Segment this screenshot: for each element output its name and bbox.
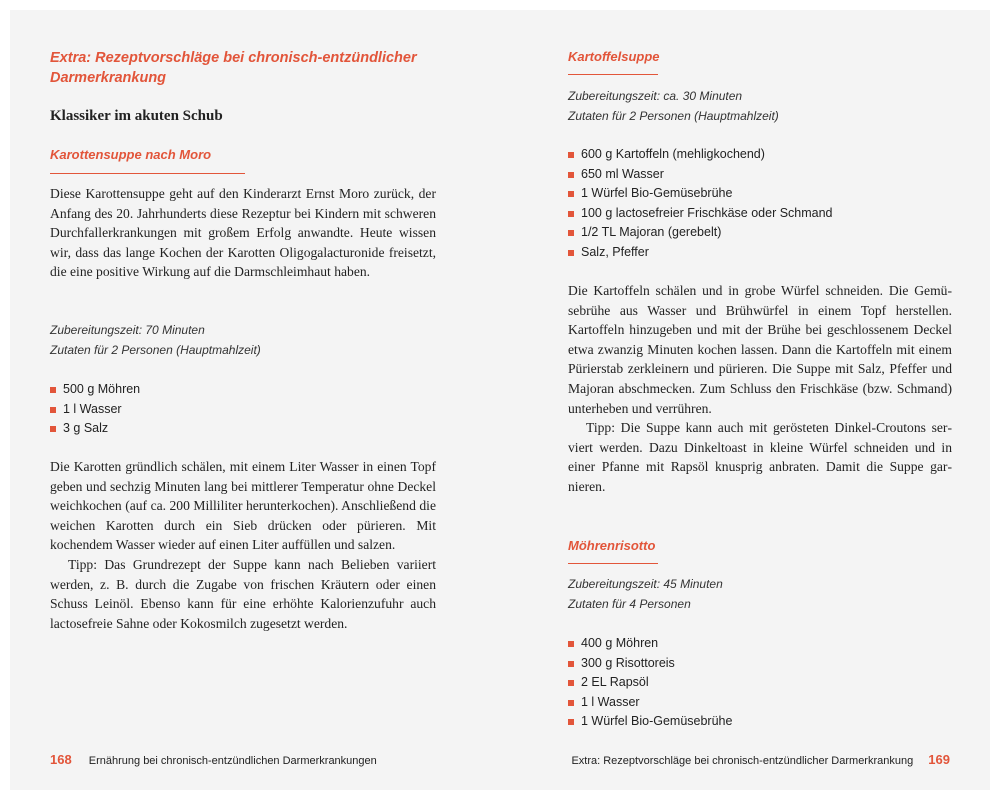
instructions-paragraph: Die Karotten gründlich schälen, mit einem Liter Wasser in einen Topf geben und sechzig Minuten lang bei mittlerer Temperatur ohne Deckel weichkochen (auf ca. 200 Milliliter herunterkochen). Anschließend die weichen Karotten durch ein Sieb drücken oder pürieren. Mit kochendem Wasser wieder auf einen Liter auffüllen und salzen. xyxy=(50,459,436,553)
bullet-icon xyxy=(50,407,56,413)
recipe-title-kartoffelsuppe: Kartoffelsuppe xyxy=(568,49,660,64)
ingredient-item xyxy=(568,204,833,224)
page-number: 169 xyxy=(928,752,950,767)
ingredient-list xyxy=(568,634,732,732)
ingredient-item xyxy=(50,380,140,400)
bullet-icon xyxy=(568,191,574,197)
ingredient-item xyxy=(568,223,833,243)
ingredient-label: Salz, Pfeffer xyxy=(581,244,649,259)
ingredient-label: 400 g Möhren xyxy=(581,636,659,650)
ingredient-label: 650 ml Wasser xyxy=(581,166,664,181)
tip-paragraph: Tipp: Das Grundrezept der Suppe kann nach Belieben variiert werden, z. B. durch die Zugabe von frischen Kräutern oder einen Schuss Leinöl. Ebenso kann für eine erhöhte Kalorienzufuhr auch lactosefreie Sahne oder Kokosmilch zugesetzt werden. xyxy=(50,556,436,631)
bullet-icon xyxy=(568,211,574,217)
recipe-title-rule xyxy=(568,74,658,75)
ingredient-item xyxy=(568,634,732,654)
running-footer-text: Ernährung bei chronisch-entzündlichen Darmerkrankungen xyxy=(88,755,377,767)
bullet-icon xyxy=(568,641,574,647)
ingredient-item xyxy=(568,243,833,263)
ingredient-item xyxy=(568,693,732,713)
recipe-meta xyxy=(568,575,723,614)
book-spread xyxy=(10,10,990,790)
ingredient-item xyxy=(568,673,732,693)
ingredient-label: 1/2 TL Majoran (gerebelt) xyxy=(581,225,722,239)
ingredient-label: 300 g Risottoreis xyxy=(581,655,675,670)
ingredient-item xyxy=(568,712,732,732)
bullet-icon xyxy=(568,719,574,725)
servings: Zutaten für 2 Personen (Hauptmahlzeit) xyxy=(50,342,261,357)
recipe-title-rule xyxy=(50,173,245,174)
ingredient-item xyxy=(568,654,732,674)
ingredient-label: 1 Würfel Bio-Gemüsebrühe xyxy=(581,186,733,200)
bullet-icon xyxy=(568,250,574,256)
bullet-icon xyxy=(568,172,574,178)
recipe-title-karottensuppe: Karottensuppe nach Moro xyxy=(50,147,212,162)
instructions-paragraph: Die Kartoffeln schälen und in grobe Würfel schneiden. Die Gemüsebrühe aus Wasser und Brühwürfel in einem Topf herstellen. Kartoffeln hinzugeben und mit der Brühe bei geschlossenem Deckel etwa zwanzig Minuten kochen lassen. Dann die Kartoffeln mit einem Pürierstab zerkleinern und pürieren. Die Suppe mit Salz, Pfeffer und Majoran abschmecken. Zum Schluss den Frischkäse (bzw. Schmand) unterheben und verrühren. xyxy=(568,283,952,416)
footer-left xyxy=(50,752,377,769)
recipe-title-rule xyxy=(568,563,658,564)
prep-time: Zubereitungszeit: ca. 30 Minuten xyxy=(568,89,743,103)
ingredient-label: 1 l Wasser xyxy=(581,694,640,709)
bullet-icon xyxy=(568,700,574,706)
section-heading: Klassiker im akuten Schub xyxy=(50,108,223,124)
ingredient-label: 1 l Wasser xyxy=(63,401,122,416)
right-page xyxy=(500,10,990,790)
ingredient-label: 3 g Salz xyxy=(63,421,109,435)
recipe-instructions xyxy=(50,457,436,633)
ingredient-label: 2 EL Rapsöl xyxy=(581,675,649,689)
ingredient-item xyxy=(50,400,140,420)
ingredient-list xyxy=(50,380,140,439)
bullet-icon xyxy=(568,230,574,236)
running-footer-text: Extra: Rezeptvorschläge bei chronisch-entzündlicher Darmerkrankung xyxy=(571,755,914,767)
bullet-icon xyxy=(568,661,574,667)
bullet-icon xyxy=(50,426,56,432)
ingredient-label: 1 Würfel Bio-Gemüsebrühe xyxy=(581,714,733,728)
recipe-instructions xyxy=(568,281,952,497)
recipe-meta xyxy=(50,321,261,360)
ingredient-label: 500 g Möhren xyxy=(63,382,141,396)
prep-time: Zubereitungszeit: 45 Minuten xyxy=(568,577,723,591)
servings: Zutaten für 2 Personen (Hauptmahlzeit) xyxy=(568,108,779,123)
left-page xyxy=(10,10,500,790)
chapter-title: Extra: Rezeptvorschläge bei chronisch-entzündlicher Darmerkrankung xyxy=(50,50,417,86)
ingredient-item xyxy=(50,419,140,439)
prep-time: Zubereitungszeit: 70 Minuten xyxy=(50,323,205,337)
bullet-icon xyxy=(568,680,574,686)
footer-right xyxy=(571,752,950,769)
ingredient-label: 100 g lactosefreier Frischkäse oder Schmand xyxy=(581,205,833,220)
servings: Zutaten für 4 Personen xyxy=(568,596,691,611)
tip-paragraph: Tipp: Die Suppe kann auch mit gerösteten Dinkel-Croutons serviert werden. Dazu Dinkeltoast in kleine Würfel schneiden und in einer Pfanne mit Rapsöl knusprig anbraten. Damit die Suppe garnieren. xyxy=(568,420,952,494)
ingredient-item xyxy=(568,165,833,185)
ingredient-list xyxy=(568,145,833,262)
ingredient-label: 600 g Kartoffeln (mehligkochend) xyxy=(581,147,765,161)
recipe-intro: Diese Karottensuppe geht auf den Kinderarzt Ernst Moro zurück, der Anfang des 20. Jahrhunderts diese Rezeptur bei Kindern mit schweren Durchfallerkrankungen mit großem Erfolg anwandte. Heute wissen wir, dass das lange Kochen der Karotten Oligogalacturonide freisetzt, die eine positive Wirkung auf die Darmschleimhaut haben. xyxy=(50,186,436,280)
bullet-icon xyxy=(568,152,574,158)
ingredient-item xyxy=(568,145,833,165)
bullet-icon xyxy=(50,387,56,393)
page-number: 168 xyxy=(50,752,72,767)
ingredient-item xyxy=(568,184,833,204)
recipe-meta xyxy=(568,87,779,126)
recipe-title-moehrenrisotto: Möhrenrisotto xyxy=(568,538,656,553)
